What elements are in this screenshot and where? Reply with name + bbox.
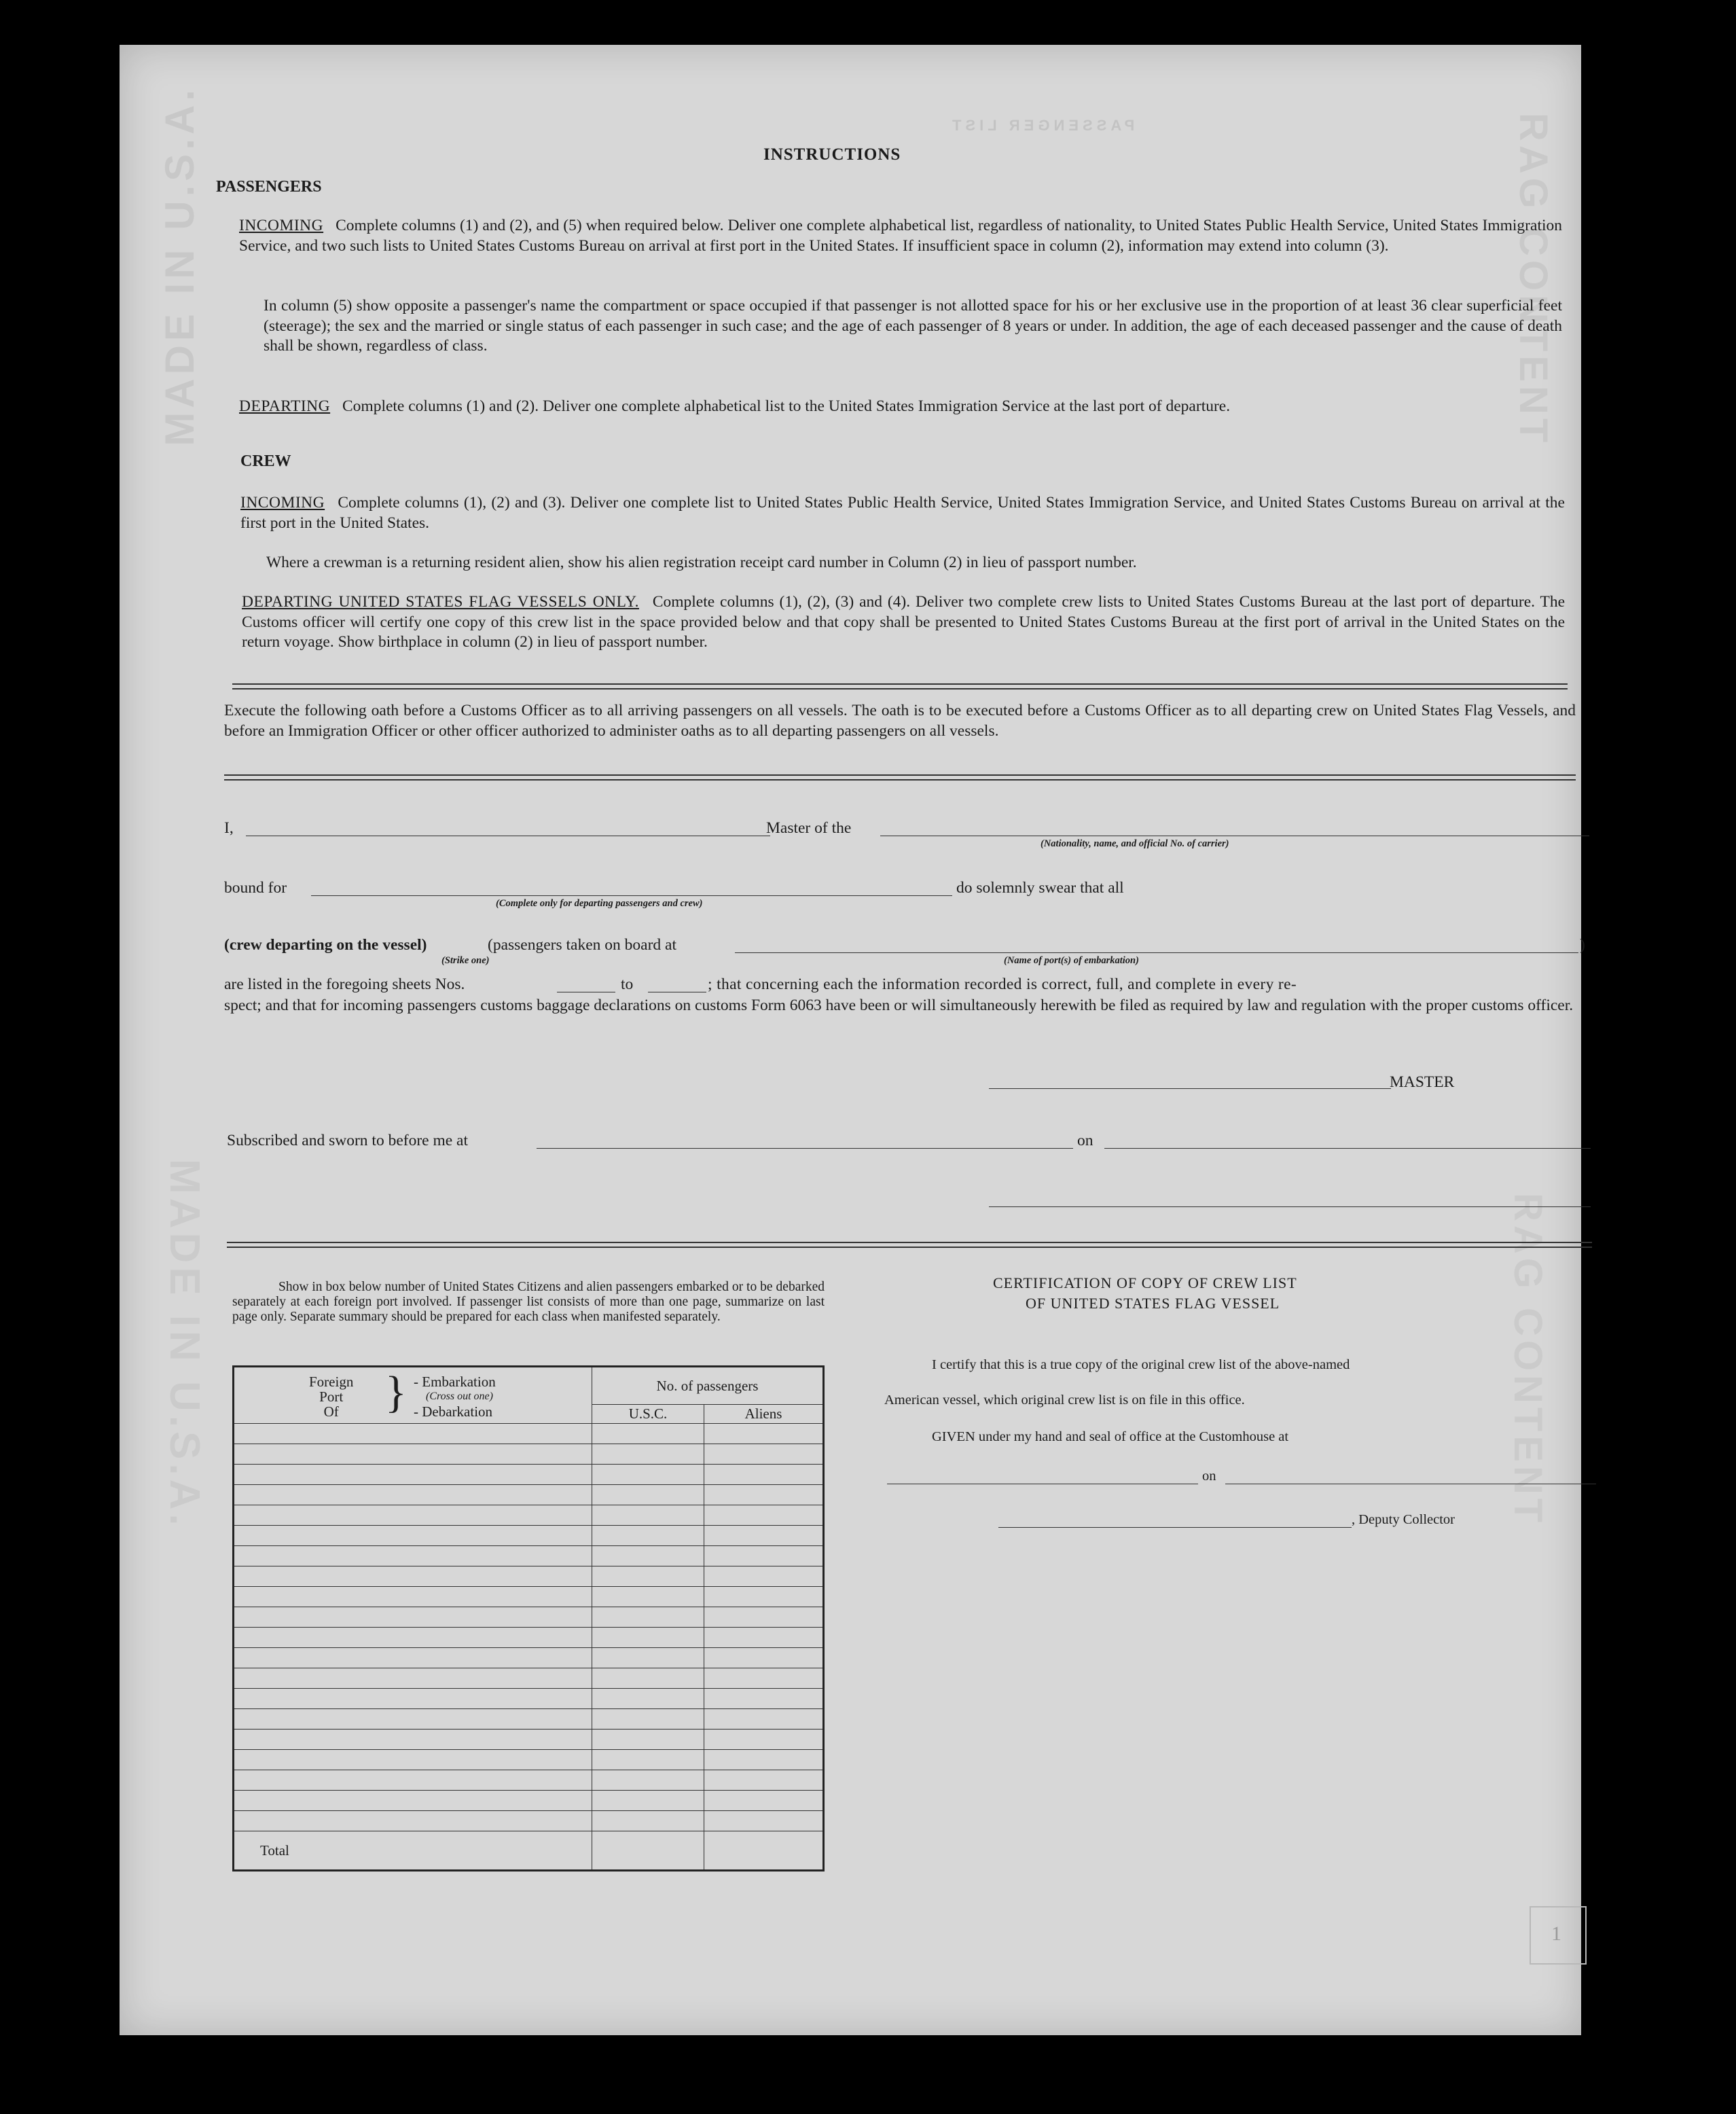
crew-incoming xyxy=(240,493,1565,533)
aliens-header: Aliens xyxy=(704,1405,824,1424)
crew-departing-label: DEPARTING UNITED STATES FLAG VESSELS ONLY. xyxy=(242,593,639,611)
watermark-left-lower: MADE IN U.S.A. xyxy=(161,1159,208,1530)
summary-usc-cell[interactable] xyxy=(592,1546,704,1566)
passengers-column5: In column (5) show opposite a passenger's name the compartment or space occupied if that passenger is not allotted space for his or her exclusive use in the proportion of at least 36 clear superficial feet (steerage); the sex and the married or single status of each passenger in such case; and the age of each passenger of 8 years or under. In addition, the age of each deceased passenger and the cause of death shall be shown, regardless of class. xyxy=(264,297,1562,355)
summary-usc-cell[interactable] xyxy=(592,1424,704,1444)
oath-i-label: I, xyxy=(224,819,234,837)
summary-port-cell[interactable] xyxy=(234,1444,592,1465)
passengers-heading: PASSENGERS xyxy=(216,178,322,196)
summary-port-cell[interactable] xyxy=(234,1424,592,1444)
summary-port-cell[interactable] xyxy=(234,1465,592,1485)
summary-port-cell[interactable] xyxy=(234,1668,592,1689)
crew-incoming-text: Complete columns (1), (2) and (3). Deliver one complete list to United States Public Health Service, United States Immigration Service, and United States Customs Bureau on arrival at the first port in the United States. xyxy=(240,494,1565,532)
passengers-incoming-text: Complete columns (1) and (2), and (5) when required below. Deliver one complete alphabetical list, regardless of nationality, to United States Public Health Service, United States Immigration Service, and two such lists to United States Customs Bureau on arrival at first port in the United States. If insufficient space in column (2), information may extend into column (3). xyxy=(239,217,1562,255)
summary-port-cell[interactable] xyxy=(234,1526,592,1546)
summary-port-cell[interactable] xyxy=(234,1546,592,1566)
carrier-hint: (Nationality, name, and official No. of carrier) xyxy=(1041,838,1229,849)
subscribed-date-field[interactable] xyxy=(1104,1148,1591,1149)
summary-aliens-cell[interactable] xyxy=(704,1709,824,1730)
summary-aliens-cell[interactable] xyxy=(704,1607,824,1628)
summary-usc-cell[interactable] xyxy=(592,1587,704,1607)
summary-port-cell[interactable] xyxy=(234,1811,592,1831)
summary-aliens-cell[interactable] xyxy=(704,1668,824,1689)
port-label-foreign: Foreign xyxy=(309,1374,354,1390)
summary-port-cell[interactable] xyxy=(234,1566,592,1587)
summary-aliens-cell[interactable] xyxy=(704,1526,824,1546)
crew-departing xyxy=(242,592,1565,653)
bound-for-field[interactable] xyxy=(311,895,952,896)
summary-port-cell[interactable] xyxy=(234,1648,592,1668)
document-page xyxy=(120,45,1585,2035)
summary-usc-cell[interactable] xyxy=(592,1770,704,1791)
summary-aliens-cell[interactable] xyxy=(704,1791,824,1811)
ports-hint: (Name of port(s) of embarkation) xyxy=(1004,955,1139,966)
summary-port-cell[interactable] xyxy=(234,1730,592,1750)
no-passengers-header: No. of passengers xyxy=(592,1367,824,1405)
summary-aliens-cell[interactable] xyxy=(704,1730,824,1750)
crew-heading: CREW xyxy=(240,452,291,470)
summary-usc-cell[interactable] xyxy=(592,1444,704,1465)
crew-departing-option[interactable]: (crew departing on the vessel) xyxy=(224,936,427,954)
cross-out-hint: (Cross out one) xyxy=(426,1391,493,1402)
summary-port-cell[interactable] xyxy=(234,1750,592,1770)
summary-port-cell[interactable] xyxy=(234,1505,592,1526)
page-number: 1 xyxy=(1551,1922,1561,1945)
master-of-the-label: Master of the xyxy=(766,819,852,837)
subscribed-place-field[interactable] xyxy=(537,1148,1073,1149)
divider-top xyxy=(232,683,1568,689)
summary-usc-cell[interactable] xyxy=(592,1566,704,1587)
certify-line-2: American vessel, which original crew list is on file in this office. xyxy=(884,1393,1245,1408)
port-label-of: Of xyxy=(323,1403,339,1420)
summary-aliens-cell[interactable] xyxy=(704,1546,824,1566)
summary-aliens-cell[interactable] xyxy=(704,1465,824,1485)
deputy-signature-field[interactable] xyxy=(998,1527,1352,1528)
summary-usc-cell[interactable] xyxy=(592,1750,704,1770)
port-label-port: Port xyxy=(319,1389,344,1405)
reverse-title: PASSENGER LIST xyxy=(948,117,1135,134)
passengers-incoming xyxy=(239,216,1562,256)
passenger-summary-table xyxy=(232,1365,825,1871)
usc-header: U.S.C. xyxy=(592,1405,704,1424)
summary-port-cell[interactable] xyxy=(234,1485,592,1505)
summary-usc-cell[interactable] xyxy=(592,1709,704,1730)
summary-aliens-cell[interactable] xyxy=(704,1811,824,1831)
summary-usc-cell[interactable] xyxy=(592,1648,704,1668)
summary-port-cell[interactable] xyxy=(234,1607,592,1628)
embarkation-option[interactable]: - Embarkation xyxy=(414,1374,496,1390)
listed-statement-b: spect; and that for incoming passengers customs baggage declarations on customs Form 6063 have been or will simultaneously herewith be filed as required by law and regulation with the proper customs officer. xyxy=(224,997,1574,1014)
summary-aliens-cell[interactable] xyxy=(704,1505,824,1526)
summary-aliens-cell[interactable] xyxy=(704,1648,824,1668)
watermark-right: RAG CONTENT xyxy=(1511,113,1555,447)
summary-aliens-cell[interactable] xyxy=(704,1750,824,1770)
summary-port-cell[interactable] xyxy=(234,1791,592,1811)
summary-usc-cell[interactable] xyxy=(592,1668,704,1689)
oath-intro: Execute the following oath before a Customs Officer as to all arriving passengers on all vessels. The oath is to be executed before a Customs Officer as to all departing crew on United States Flag Vessels, and before an Immigration Officer or other officer authorized to administer oaths as to all departing passengers on all vessels. xyxy=(224,702,1576,740)
certification-title-1: CERTIFICATION OF COPY OF CREW LIST xyxy=(993,1274,1297,1291)
summary-aliens-cell[interactable] xyxy=(704,1444,824,1465)
port-header-cell xyxy=(234,1367,592,1424)
embarkation-ports-field[interactable] xyxy=(735,952,1578,953)
close-paren: ) xyxy=(1580,936,1585,954)
listed-sheets-label: are listed in the foregoing sheets Nos. xyxy=(224,975,465,993)
summary-aliens-cell[interactable] xyxy=(704,1566,824,1587)
summary-aliens-cell[interactable] xyxy=(704,1485,824,1505)
summary-usc-cell[interactable] xyxy=(592,1485,704,1505)
summary-aliens-cell[interactable] xyxy=(704,1424,824,1444)
crew-resident: Where a crewman is a returning resident alien, show his alien registration receipt card number in Column (2) in lieu of passport number. xyxy=(266,554,1137,571)
officer-signature-field[interactable] xyxy=(989,1206,1591,1207)
bound-for-hint: (Complete only for departing passengers and crew) xyxy=(496,898,703,909)
summary-usc-cell[interactable] xyxy=(592,1505,704,1526)
passengers-departing-label: DEPARTING xyxy=(239,397,331,415)
certification-title-2: OF UNITED STATES FLAG VESSEL xyxy=(1026,1295,1280,1312)
strike-one-hint: (Strike one) xyxy=(441,955,490,966)
page-number-box xyxy=(1530,1906,1587,1965)
subscribed-on-label: on xyxy=(1077,1132,1093,1149)
listed-to-label: to xyxy=(621,975,634,993)
given-line: GIVEN under my hand and seal of office at the Customhouse at xyxy=(932,1429,1289,1444)
instructions-title: INSTRUCTIONS xyxy=(763,145,901,164)
certify-line-1: I certify that this is a true copy of the original crew list of the above-named xyxy=(932,1357,1350,1372)
passengers-taken-option[interactable]: (passengers taken on board at xyxy=(488,936,676,954)
certification-on-label: on xyxy=(1202,1469,1216,1484)
summary-aliens-cell[interactable] xyxy=(704,1689,824,1709)
summary-port-cell[interactable] xyxy=(234,1587,592,1607)
divider-oath xyxy=(224,774,1576,781)
summary-port-cell[interactable] xyxy=(234,1689,592,1709)
summary-usc-cell[interactable] xyxy=(592,1607,704,1628)
deputy-collector-label: , Deputy Collector xyxy=(1352,1512,1455,1527)
summary-port-cell[interactable] xyxy=(234,1770,592,1791)
summary-usc-cell[interactable] xyxy=(592,1526,704,1546)
watermark-right-lower: RAG CONTENT xyxy=(1506,1193,1550,1527)
summary-port-cell[interactable] xyxy=(234,1709,592,1730)
master-signature-field[interactable] xyxy=(989,1088,1391,1089)
total-label-cell: Total xyxy=(234,1831,592,1871)
total-aliens-cell[interactable] xyxy=(704,1831,824,1871)
summary-usc-cell[interactable] xyxy=(592,1689,704,1709)
summary-usc-cell[interactable] xyxy=(592,1628,704,1648)
summary-aliens-cell[interactable] xyxy=(704,1587,824,1607)
summary-instructions: Show in box below number of United States Citizens and alien passengers embarked or to be debarked separately at each foreign port involved. If passenger list consists of more than one page, summarize on last page only. Separate summary should be prepared for each class when manifested separately. xyxy=(232,1280,825,1324)
total-usc-cell[interactable] xyxy=(592,1831,704,1871)
summary-usc-cell[interactable] xyxy=(592,1465,704,1485)
master-signature-label: MASTER xyxy=(1390,1073,1455,1091)
summary-usc-cell[interactable] xyxy=(592,1811,704,1831)
bound-for-label: bound for xyxy=(224,879,287,897)
watermark-left: MADE IN U.S.A. xyxy=(157,86,202,446)
brace-glyph: } xyxy=(385,1367,407,1417)
listed-statement-a: ; that concerning each the information recorded is correct, full, and complete in every re- xyxy=(708,975,1297,993)
solemnly-swear-label: do solemnly swear that all xyxy=(956,879,1124,897)
crew-departing-text: Complete columns (1), (2), (3) and (4). Deliver two complete crew lists to United States Customs Bureau at the last port of departure. The Customs officer will certify one copy of this crew list in the space provided below and that copy shall be presented to United States Customs Bureau at the first port of arrival in the United States on the return voyage. Show birthplace in column (2) in lieu of passport number. xyxy=(242,593,1565,651)
debarkation-option[interactable]: - Debarkation xyxy=(414,1403,493,1420)
summary-usc-cell[interactable] xyxy=(592,1730,704,1750)
summary-aliens-cell[interactable] xyxy=(704,1628,824,1648)
passengers-incoming-label: INCOMING xyxy=(239,217,324,234)
summary-port-cell[interactable] xyxy=(234,1628,592,1648)
passengers-departing xyxy=(239,397,1562,417)
summary-usc-cell[interactable] xyxy=(592,1791,704,1811)
crew-incoming-label: INCOMING xyxy=(240,494,325,512)
summary-aliens-cell[interactable] xyxy=(704,1770,824,1791)
subscribed-label: Subscribed and sworn to before me at xyxy=(227,1132,469,1149)
divider-bottom xyxy=(227,1242,1592,1248)
passengers-departing-text: Complete columns (1) and (2). Deliver one complete alphabetical list to the United States Immigration Service at the last port of departure. xyxy=(342,397,1231,415)
